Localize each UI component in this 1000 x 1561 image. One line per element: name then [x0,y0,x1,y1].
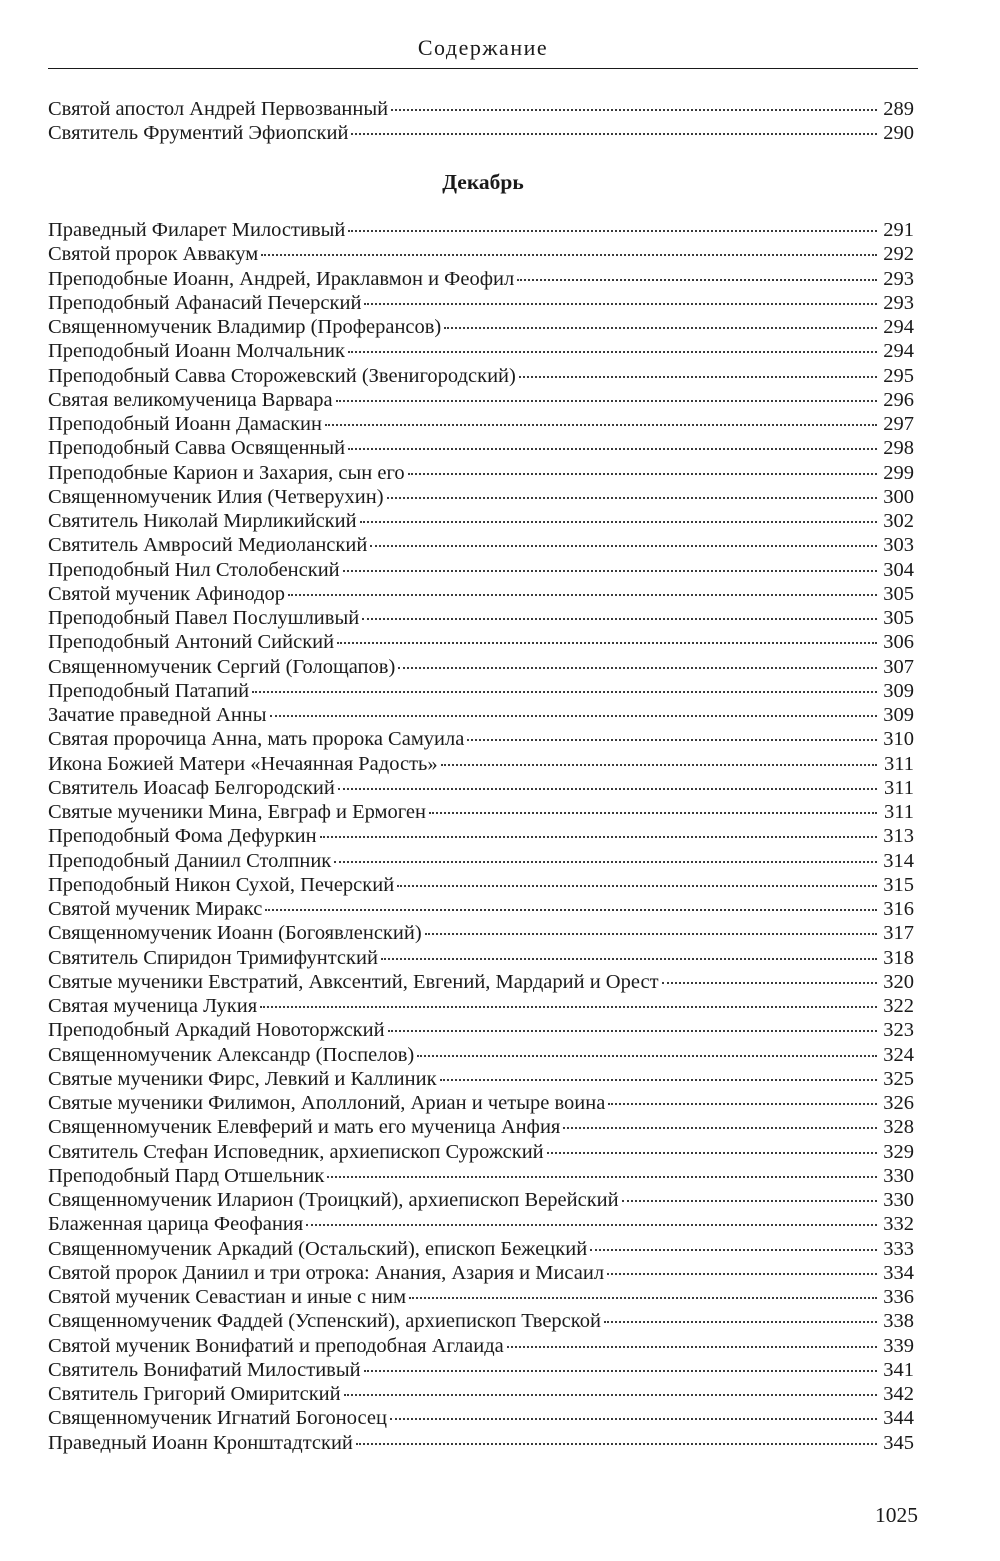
dot-leader [563,1126,877,1129]
toc-entry [48,1164,914,1188]
dot-leader [507,1345,877,1348]
toc-entry [48,1212,914,1236]
dot-leader [408,472,877,475]
toc-entry [48,1261,914,1285]
toc-entry-title: Преподобный Никон Сухой, Печерский [48,873,395,896]
toc-entry-page: 295 [883,364,914,387]
dot-leader [547,1151,877,1154]
dot-leader [265,908,877,911]
toc-entry-title: Преподобный Пард Отшельник [48,1164,325,1187]
running-head: Содержание [417,35,549,60]
toc-entry-title: Преподобный Савва Сторожевский (Звенигородский) [48,364,516,387]
toc-entry-title: Преподобный Иоанн Дамаскин [48,413,322,435]
toc-entry-page: 307 [883,655,914,678]
toc-entry-page: 293 [883,291,914,314]
toc-entry-page: 313 [883,825,914,848]
toc-entry-title: Святая пророчица Анна, мать пророка Самуила [48,728,465,751]
toc-entry-title: Праведный Иоанн Кронштадтский [48,1431,353,1454]
toc-entry [48,485,914,509]
toc-entry [48,1115,914,1139]
toc-entry-title: Икона Божией Матери «Нечаянная Радость» [48,752,438,775]
dot-leader [517,278,877,281]
toc-entry-title: Святитель Амвросий Медиоланский [48,534,368,557]
toc-entry-title: Святой мученик Миракс [48,898,263,920]
dot-leader [425,932,877,935]
dot-leader [360,520,877,523]
toc-entry-page: 333 [883,1237,914,1260]
dot-leader [338,787,877,790]
toc-entry-title: Священномученик Сергий (Голощапов) [48,655,396,678]
toc-entry [48,800,914,824]
toc-entry-title: Святой пророк Аввакум [48,243,259,266]
toc-entry [48,1043,914,1067]
toc-entry-title: Преподобный Аркадий Новоторжский [48,1019,385,1042]
toc-entry-page: 338 [883,1310,914,1333]
toc-entry-title: Святые мученики Фирс, Левкий и Каллиник [48,1067,437,1090]
toc-entry [48,1285,914,1309]
toc-entry-page: 297 [883,413,914,435]
toc-entry [48,921,914,945]
toc-entry-page: 336 [883,1286,914,1308]
toc-entry [48,1431,914,1455]
toc-entry [48,218,914,242]
toc-entry [48,558,914,582]
toc-entry [48,970,914,994]
toc-entry [48,655,914,679]
dot-leader [343,569,877,572]
toc-entry [48,1067,914,1091]
toc-entry-title: Преподобный Антоний Сийский [48,631,335,654]
toc-entry-title: Святитель Фрументий Эфиопский [48,122,349,145]
toc-entry-page: 311 [884,776,914,799]
dot-leader [381,957,877,960]
toc-entry [48,1188,914,1212]
dot-leader [519,375,877,378]
dot-leader [348,229,877,232]
toc-entry [48,752,914,776]
toc-entry [48,1237,914,1261]
toc-entry-page: 289 [883,98,914,120]
toc-entry-page: 294 [883,316,914,338]
dot-leader [370,544,877,547]
dot-leader [467,738,877,741]
toc-entry-page: 298 [883,437,914,460]
toc-entry-page: 290 [883,122,914,145]
toc-entry-page: 311 [884,801,914,823]
toc-entry-page: 294 [883,340,914,363]
toc-entry-page: 291 [883,219,914,241]
toc-entry-page: 306 [883,631,914,654]
toc-entry-title: Святитель Иоасаф Белгородский [48,776,335,799]
dot-leader [320,835,877,838]
toc-entry-page: 300 [883,485,914,508]
toc-entry-title: Преподобный Нил Столобенский [48,558,340,581]
dot-leader [327,1175,877,1178]
dot-leader [356,1442,877,1445]
dot-leader [398,666,877,669]
dot-leader [444,326,877,329]
toc-entry [48,582,914,606]
dot-leader [364,302,877,305]
toc-entry [48,703,914,727]
toc-entry [48,267,914,291]
toc-entry-title: Священномученик Елевферий и мать его мученица Анфия [48,1116,561,1139]
dot-leader [261,253,877,256]
toc-entry-title: Преподобный Фома Дефуркин [48,825,317,848]
toc-entry-page: 332 [883,1213,914,1236]
toc-entry-page: 309 [883,704,914,726]
toc-entry-title: Святой апостол Андрей Первозванный [48,98,389,120]
dot-leader [390,1417,877,1420]
dot-leader [334,860,877,863]
toc-entry-title: Святая мученица Лукия [48,995,258,1017]
dot-leader [337,641,877,644]
dot-leader [607,1272,877,1275]
toc-entry [48,630,914,654]
toc-entry [48,1334,914,1358]
toc-entry-page: 293 [883,267,914,290]
dot-leader [409,1296,877,1299]
dot-leader [429,811,877,814]
toc-entry-page: 339 [883,1334,914,1357]
dot-leader [417,1054,877,1057]
header-rule [48,68,918,69]
toc-entry-title: Священномученик Иоанн (Богоявленский) [48,922,422,945]
dot-leader [260,1005,877,1008]
toc-entry [48,1091,914,1115]
toc-entry-page: 323 [883,1019,914,1042]
toc-entry-title: Святитель Николай Мирликийский [48,510,357,532]
dot-leader [364,1369,877,1372]
toc-entry-title: Преподобный Даниил Столпник [48,849,332,872]
toc-entry-title: Священномученик Аркадий (Остальский), епископ Бежецкий [48,1237,588,1260]
toc-entry [48,291,914,315]
toc-entry [48,1358,914,1382]
dot-leader [270,714,877,717]
toc-entry-page: 292 [883,243,914,266]
toc-entry-page: 324 [883,1043,914,1066]
toc-entry-page: 310 [883,728,914,751]
toc-entry-title: Святитель Григорий Омиритский [48,1383,341,1405]
dot-leader [388,1029,877,1032]
section-heading-december: Декабрь [442,170,524,194]
dot-leader [325,423,877,426]
toc-entry-page: 315 [883,873,914,896]
toc-entry-page: 316 [883,898,914,920]
toc-entry-title: Преподобные Карион и Захария, сын его [48,461,405,484]
toc-entry-title: Блаженная царица Феофания [48,1213,304,1236]
toc-entry [48,873,914,897]
toc-entry-page: 322 [883,995,914,1017]
dot-leader [348,350,877,353]
dot-leader [622,1199,877,1202]
dot-leader [348,447,877,450]
toc-entry-title: Священномученик Игнатий Богоносец [48,1407,387,1430]
dot-leader [344,1393,877,1396]
dot-leader [288,593,877,596]
toc-entry-title: Святые мученики Филимон, Аполлоний, Ариан и четыре воина [48,1092,606,1114]
toc-entry-title: Святитель Стефан Исповедник, архиепископ Сурожский [48,1140,544,1163]
dot-leader [590,1248,877,1251]
toc-entry-page: 345 [883,1431,914,1454]
toc-entry-page: 299 [883,461,914,484]
toc-entry [48,1406,914,1430]
toc-entry [48,849,914,873]
toc-entry [48,1140,914,1164]
toc-entry-title: Святые мученики Мина, Евграф и Ермоген [48,801,426,823]
toc-entry-title: Священномученик Иларион (Троицкий), архиепископ Верейский [48,1189,619,1211]
toc-entry-page: 330 [883,1189,914,1211]
toc-entry [48,436,914,460]
toc-entry-title: Святой мученик Вонифатий и преподобная Аглаида [48,1334,504,1357]
toc-entry [48,946,914,970]
toc-entry-page: 311 [884,752,914,775]
toc-entry-page: 304 [883,558,914,581]
dot-leader [387,496,877,499]
dot-leader [662,981,877,984]
toc-entry-title: Преподобный Патапий [48,679,250,702]
toc-entry-title: Святые мученики Евстратий, Авксентий, Евгений, Мардарий и Орест [48,970,659,993]
toc-entry-title: Святой пророк Даниил и три отрока: Анания, Азария и Мисаил [48,1261,605,1284]
toc-entry [48,339,914,363]
toc-entry [48,1018,914,1042]
toc-entry-page: 314 [883,849,914,872]
toc-entry [48,461,914,485]
toc-list-december [48,218,914,1455]
toc-entry [48,824,914,848]
toc-entry [48,897,914,921]
toc-entry [48,727,914,751]
dot-leader [604,1320,877,1323]
toc-entry [48,994,914,1018]
toc-entry-title: Преподобный Афанасий Печерский [48,291,362,314]
toc-entry-page: 303 [883,534,914,557]
toc-entry [48,121,914,145]
dot-leader [441,763,877,766]
page-number: 1025 [875,1503,918,1527]
toc-entry [48,97,914,121]
dot-leader [391,108,877,111]
toc-entry [48,776,914,800]
toc-entry-title: Священномученик Илия (Четверухин) [48,485,384,508]
toc-entry-page: 329 [883,1140,914,1163]
toc-entry-title: Священномученик Фаддей (Успенский), архиепископ Тверской [48,1310,601,1333]
toc-entry-page: 309 [883,679,914,702]
toc-entry [48,412,914,436]
toc-entry-page: 334 [883,1261,914,1284]
toc-entry [48,679,914,703]
toc-entry-page: 296 [883,388,914,411]
toc-entry-title: Преподобный Павел Послушливый [48,607,360,629]
toc-entry [48,242,914,266]
toc-entry [48,315,914,339]
toc-entry-title: Священномученик Александр (Поспелов) [48,1043,415,1066]
toc-entry-page: 330 [883,1164,914,1187]
toc-entry-page: 317 [883,922,914,945]
toc-entry-title: Священномученик Владимир (Проферансов) [48,316,442,338]
toc-list-november-end [48,97,914,146]
dot-leader [362,617,877,620]
toc-entry-page: 344 [883,1407,914,1430]
toc-entry-page: 328 [883,1116,914,1139]
toc-entry [48,388,914,412]
toc-entry-page: 341 [883,1358,914,1381]
dot-leader [306,1223,877,1226]
dot-leader [351,132,877,135]
toc-entry-title: Преподобный Савва Освященный [48,437,346,460]
dot-leader [336,399,877,402]
toc-entry-title: Зачатие праведной Анны [48,704,267,726]
toc-entry-title: Святой мученик Севастиан и иные с ним [48,1286,407,1308]
toc-entry-page: 320 [883,970,914,993]
toc-entry [48,606,914,630]
toc-entry-title: Святитель Вонифатий Милостивый [48,1358,361,1381]
toc-entry-page: 325 [883,1067,914,1090]
toc-entry-page: 305 [883,607,914,629]
toc-entry [48,533,914,557]
toc-entry-page: 318 [883,946,914,969]
toc-entry [48,509,914,533]
toc-entry-title: Святитель Спиридон Тримифунтский [48,946,378,969]
toc-entry-page: 326 [883,1092,914,1114]
toc-entry-page: 342 [883,1383,914,1405]
toc-entry-title: Преподобный Иоанн Молчальник [48,340,345,363]
toc-entry-title: Праведный Филарет Милостивый [48,219,346,241]
dot-leader [608,1102,877,1105]
toc-entry-title: Преподобные Иоанн, Андрей, Ираклавмон и Феофил [48,267,515,290]
toc-entry [48,1382,914,1406]
toc-entry [48,1309,914,1333]
toc-entry-title: Святая великомученица Варвара [48,388,333,411]
toc-entry-title: Святой мученик Афинодор [48,582,286,605]
toc-entry-page: 305 [883,582,914,605]
toc-entry [48,364,914,388]
toc-entry-page: 302 [883,510,914,532]
dot-leader [397,884,877,887]
dot-leader [440,1078,877,1081]
dot-leader [252,690,877,693]
